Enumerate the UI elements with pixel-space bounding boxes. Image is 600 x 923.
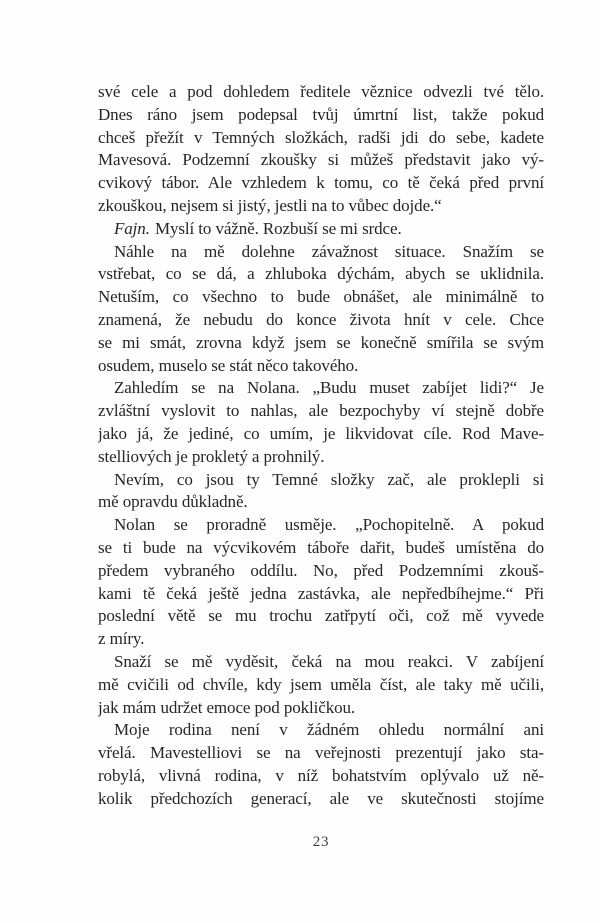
text-line: Snaží se mě vyděsit, čeká na mou reakci. V zabíjení	[114, 651, 544, 671]
text-line: cvikový tábor. Ale vzhledem k tomu, co tě čeká před první	[98, 173, 544, 193]
text-line: Zahledím se na Nolana. „Budu muset zabíjet lidi?“ Je	[114, 378, 544, 398]
text-line: z míry.	[98, 629, 145, 649]
text-line: zkouškou, nejsem si jistý, jestli na to vůbec dojde.“	[98, 195, 442, 215]
text-line: mě opravdu důkladně.	[98, 492, 248, 512]
italic-lead-word: Fajn.	[114, 218, 150, 238]
paragraph	[98, 218, 544, 241]
text-line: kolik předchozích generací, ale ve skutečnosti stojíme	[98, 788, 544, 808]
text-line: Dnes ráno jsem podepsal tvůj úmrtní list, takže pokud	[98, 104, 544, 124]
text-line: poslední větě se mu trochu zatřpytí oči, což mě vyvede	[98, 606, 544, 626]
text-line: Netuším, co všechno to bude obnášet, ale minimálně to	[98, 287, 544, 307]
text-line: své cele a pod dohledem ředitele věznice odvezli tvé tělo.	[98, 82, 544, 101]
text-line: zvláštní vyslovit to nahlas, ale bezpochyby ví stejně dobře	[98, 401, 544, 421]
paragraph	[98, 241, 544, 378]
text-line: jak mám udržet emoce pod pokličkou.	[98, 697, 356, 717]
text-line: jako já, že jediné, co umím, je likvidovat cíle. Rod Mave-	[98, 423, 544, 443]
text-line: předem vybraného oddílu. No, před Podzemními zkouš-	[98, 560, 544, 580]
text-line: vstřebat, co se dá, a zhluboka dýchám, abych se uklidnila.	[98, 264, 544, 284]
page-text-block	[98, 81, 544, 811]
text-line: osudem, muselo se stát něco takového.	[98, 355, 359, 375]
text-line: kami tě čeká ještě jedna zastávka, ale nepředbíhejme.“ Při	[98, 583, 544, 603]
paragraph	[98, 81, 544, 218]
text-line	[98, 218, 544, 241]
paragraph	[98, 377, 544, 468]
paragraph	[98, 651, 544, 719]
text-line: Nevím, co jsou ty Temné složky zač, ale proklepli si	[114, 469, 544, 489]
text-line: Náhle na mě dolehne závažnost situace. Snažím se	[114, 241, 544, 261]
text-line: se ti bude na výcvikovém táboře dařit, budeš umístěna do	[98, 537, 544, 557]
text-line: Moje rodina není v žádném ohledu normální ani	[114, 720, 544, 740]
paragraph	[98, 514, 544, 651]
text-line: vřelá. Mavestelliovi se na veřejnosti prezentují jako sta-	[98, 743, 544, 763]
text-line: robylá, vlivná rodina, v níž bohatstvím oplývalo už ně-	[98, 765, 544, 785]
text-line: znamená, že nebudu do konce života hnít v cele. Chce	[98, 309, 544, 329]
line-text: Myslí to vážně. Rozbuší se mi srdce.	[154, 218, 402, 238]
text-line: se mi smát, zrovna když jsem se konečně smířila se svým	[98, 332, 544, 352]
text-line: Nolan se proradně usměje. „Pochopitelně. A pokud	[114, 515, 544, 535]
text-line: stelliových je prokletý a prohnilý.	[98, 446, 325, 466]
page-number: 23	[312, 834, 330, 850]
paragraph	[98, 719, 544, 810]
text-line: Mavesová. Podzemní zkoušky si můžeš představit jako vý-	[98, 150, 544, 170]
paragraph	[98, 469, 544, 515]
text-line: mě cvičili od chvíle, kdy jsem uměla číst, ale taky mě učili,	[98, 674, 544, 694]
text-line: chceš přežít v Temných složkách, radši jdi do sebe, kadete	[98, 127, 544, 147]
